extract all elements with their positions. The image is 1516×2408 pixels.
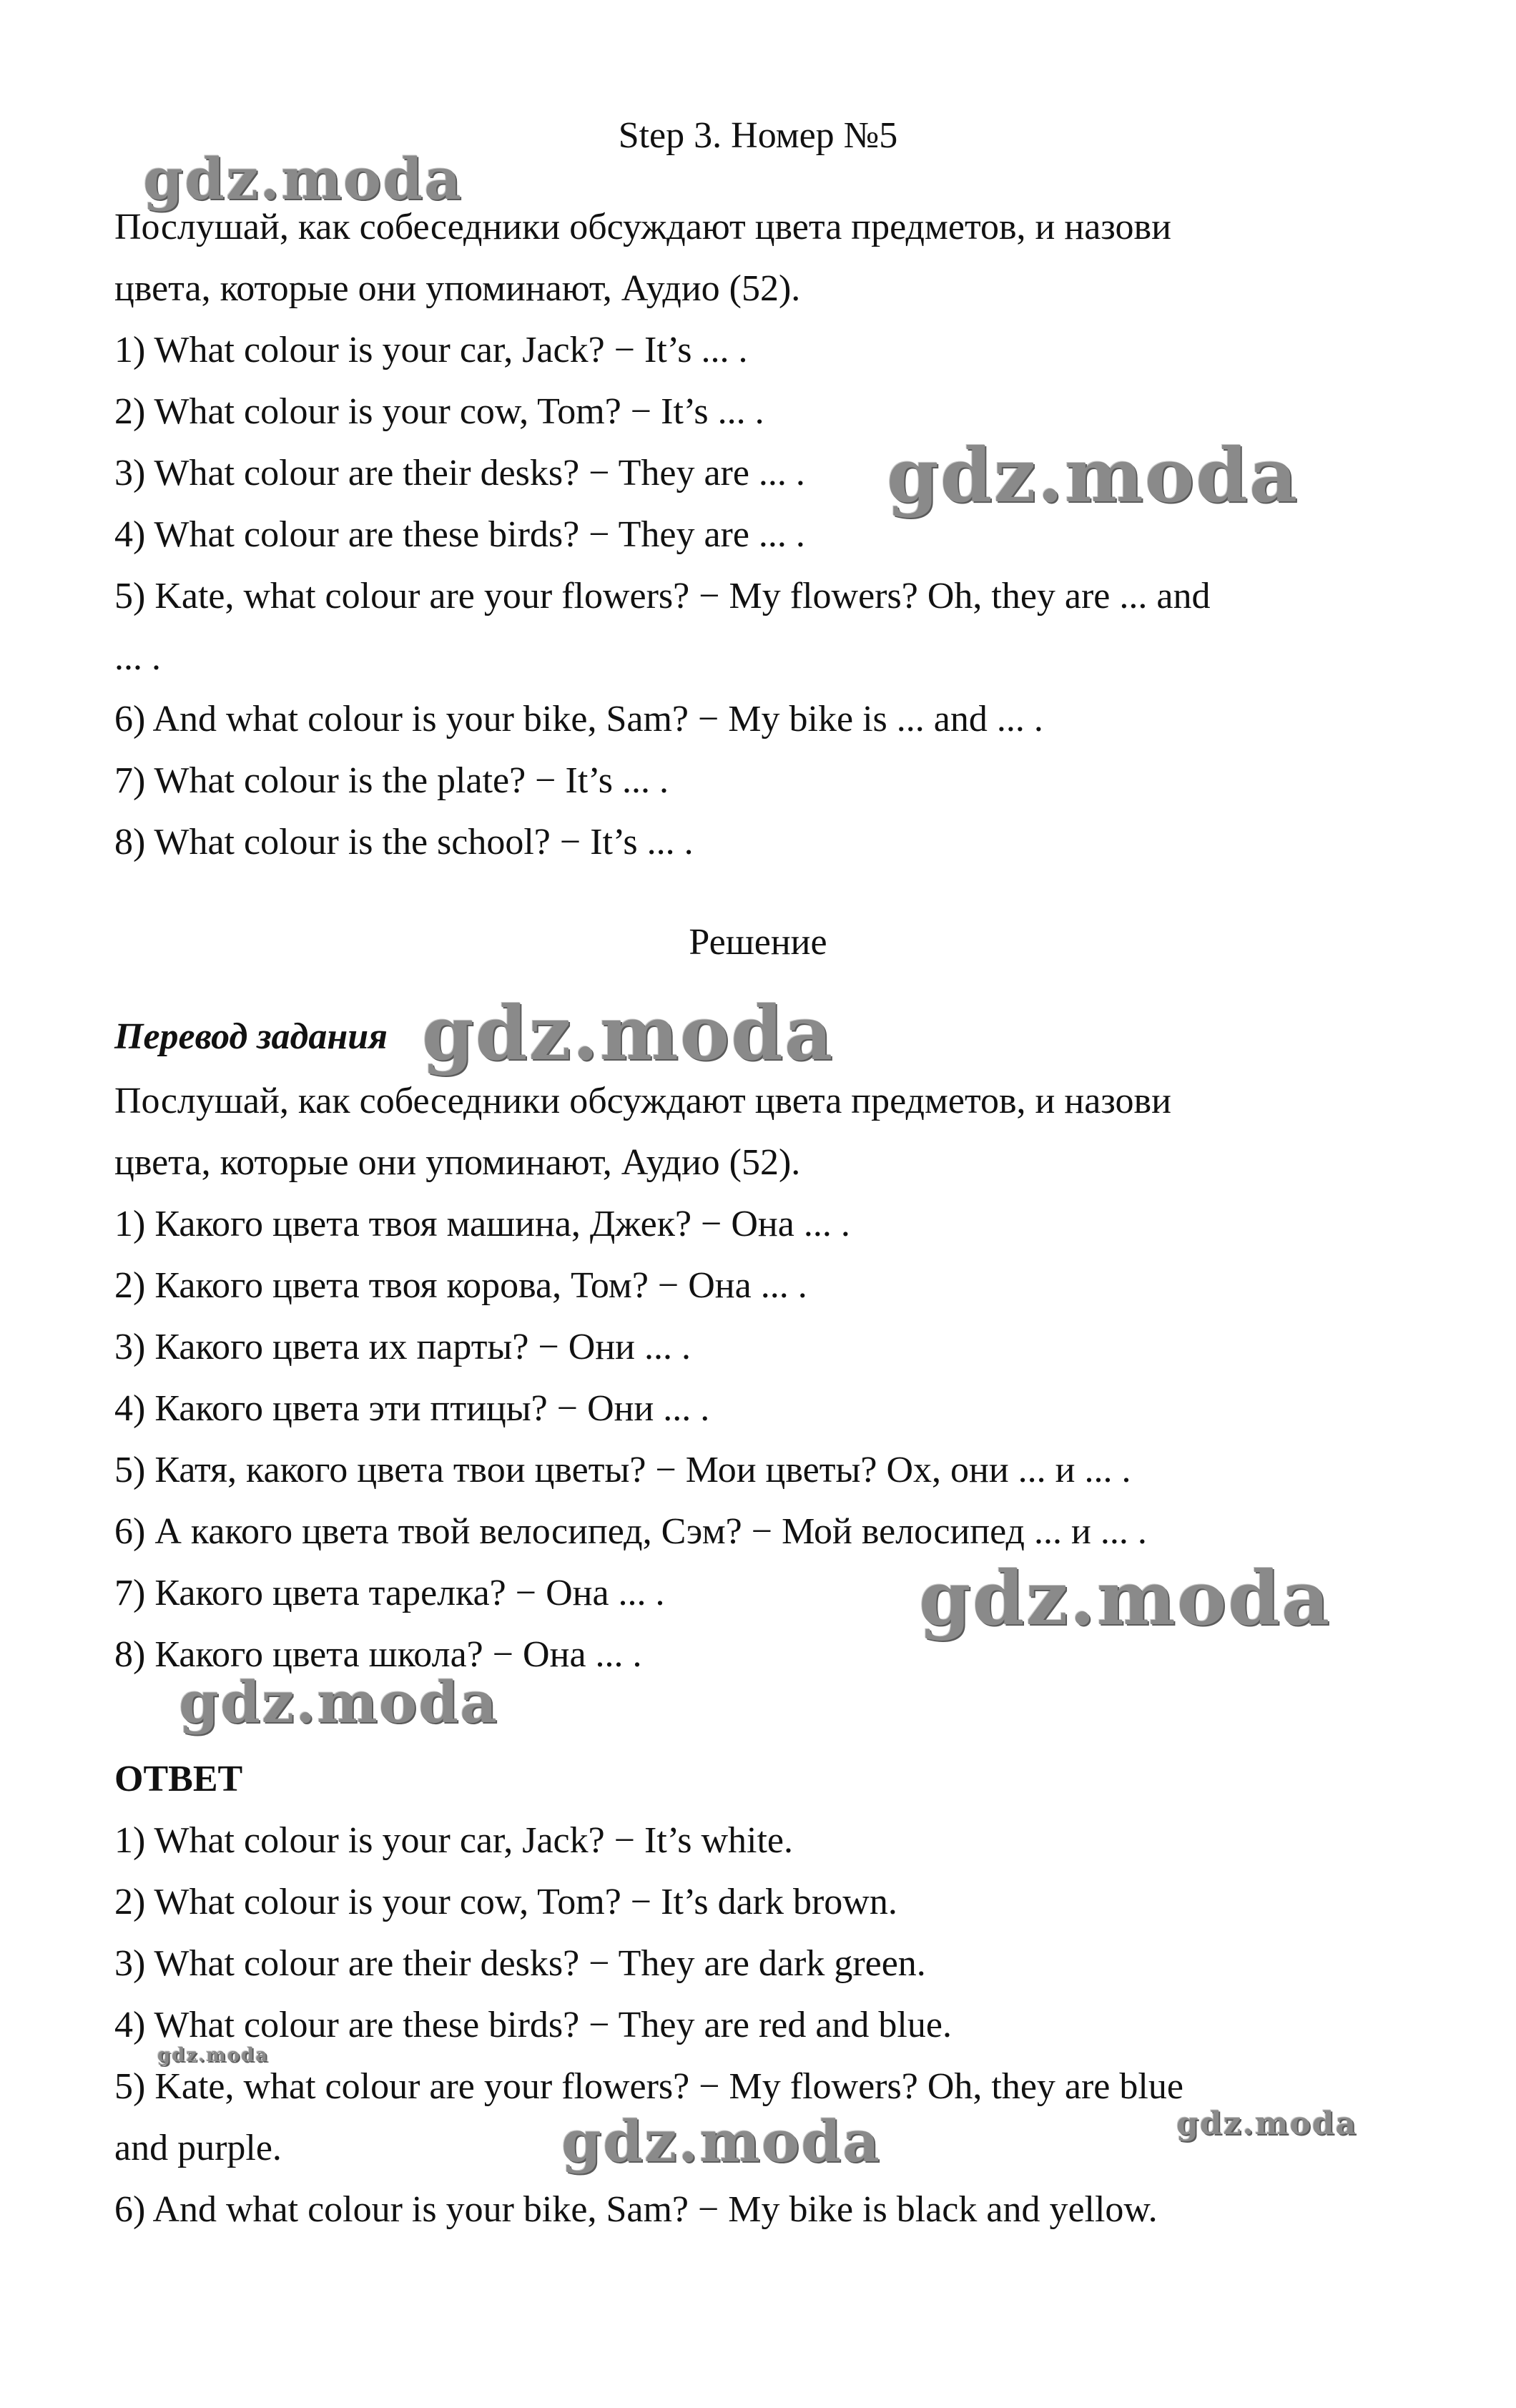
translation-item: 3) Какого цвета их парты? − Они ... . [114,1327,691,1367]
task-item: 4) What colour are these birds? − They are ... . [114,514,805,555]
watermark: gdz.moda [422,989,835,1077]
watermark: gdz.moda [1176,2105,1358,2142]
answer-item: 5) Kate, what colour are your flowers? − My flowers? Oh, they are blue [114,2066,1183,2107]
watermark: gdz.moda [143,145,463,212]
translation-item: 8) Какого цвета школа? − Она ... . [114,1634,642,1675]
translation-item: 7) Какого цвета тарелка? − Она ... . [114,1573,665,1613]
task-item: 7) What colour is the plate? − It’s ... . [114,760,669,801]
translation-instruction-line-2: цвета, которые они упоминают, Аудио (52). [114,1142,801,1183]
answer-item: 1) What colour is your car, Jack? − It’s white. [114,1820,793,1861]
task-instruction-line-2: цвета, которые они упоминают, Аудио (52). [114,268,801,309]
task-item: 8) What colour is the school? − It’s ... . [114,822,694,863]
task-item: 3) What colour are their desks? − They are ... . [114,453,805,493]
task-item: 2) What colour is your cow, Tom? − It’s ... . [114,391,764,432]
task-item-continuation: ... . [114,637,161,678]
watermark: gdz.moda [179,1669,498,1736]
translation-item: 4) Какого цвета эти птицы? − Они ... . [114,1388,710,1429]
solution-heading: Решение [689,922,827,963]
watermark: gdz.moda [157,2045,270,2066]
answer-item: 2) What colour is your cow, Tom? − It’s dark brown. [114,1882,897,1922]
translation-instruction-line-1: Послушай, как собеседники обсуждают цвета предметов, и назови [114,1081,1171,1121]
task-instruction-line-1: Послушай, как собеседники обсуждают цвета предметов, и назови [114,207,1171,247]
translation-item: 5) Катя, какого цвета твои цветы? − Мои цветы? Ох, они ... и ... . [114,1450,1131,1490]
watermark: gdz.moda [561,2108,881,2175]
answer-item: 3) What colour are their desks? − They are dark green. [114,1943,926,1984]
answer-item: 6) And what colour is your bike, Sam? − My bike is black and yellow. [114,2189,1158,2230]
task-item: 5) Kate, what colour are your flowers? − My flowers? Oh, they are ... and [114,576,1211,616]
task-item: 6) And what colour is your bike, Sam? − My bike is ... and ... . [114,699,1043,739]
answer-item: 4) What colour are these birds? − They are red and blue. [114,2005,952,2045]
translation-item: 2) Какого цвета твоя корова, Том? − Она ... . [114,1265,807,1306]
answer-heading: ОТВЕТ [114,1759,243,1799]
translation-item: 6) А какого цвета твой велосипед, Сэм? − Мой велосипед ... и ... . [114,1511,1147,1552]
page-title: Step 3. Номер №5 [618,115,898,156]
watermark: gdz.moda [887,431,1299,519]
translation-item: 1) Какого цвета твоя машина, Джек? − Она ... . [114,1204,850,1244]
answer-item-continuation: and purple. [114,2128,282,2168]
watermark: gdz.moda [919,1554,1332,1642]
task-item: 1) What colour is your car, Jack? − It’s ... . [114,330,748,370]
translation-heading: Перевод задания [114,1016,388,1057]
